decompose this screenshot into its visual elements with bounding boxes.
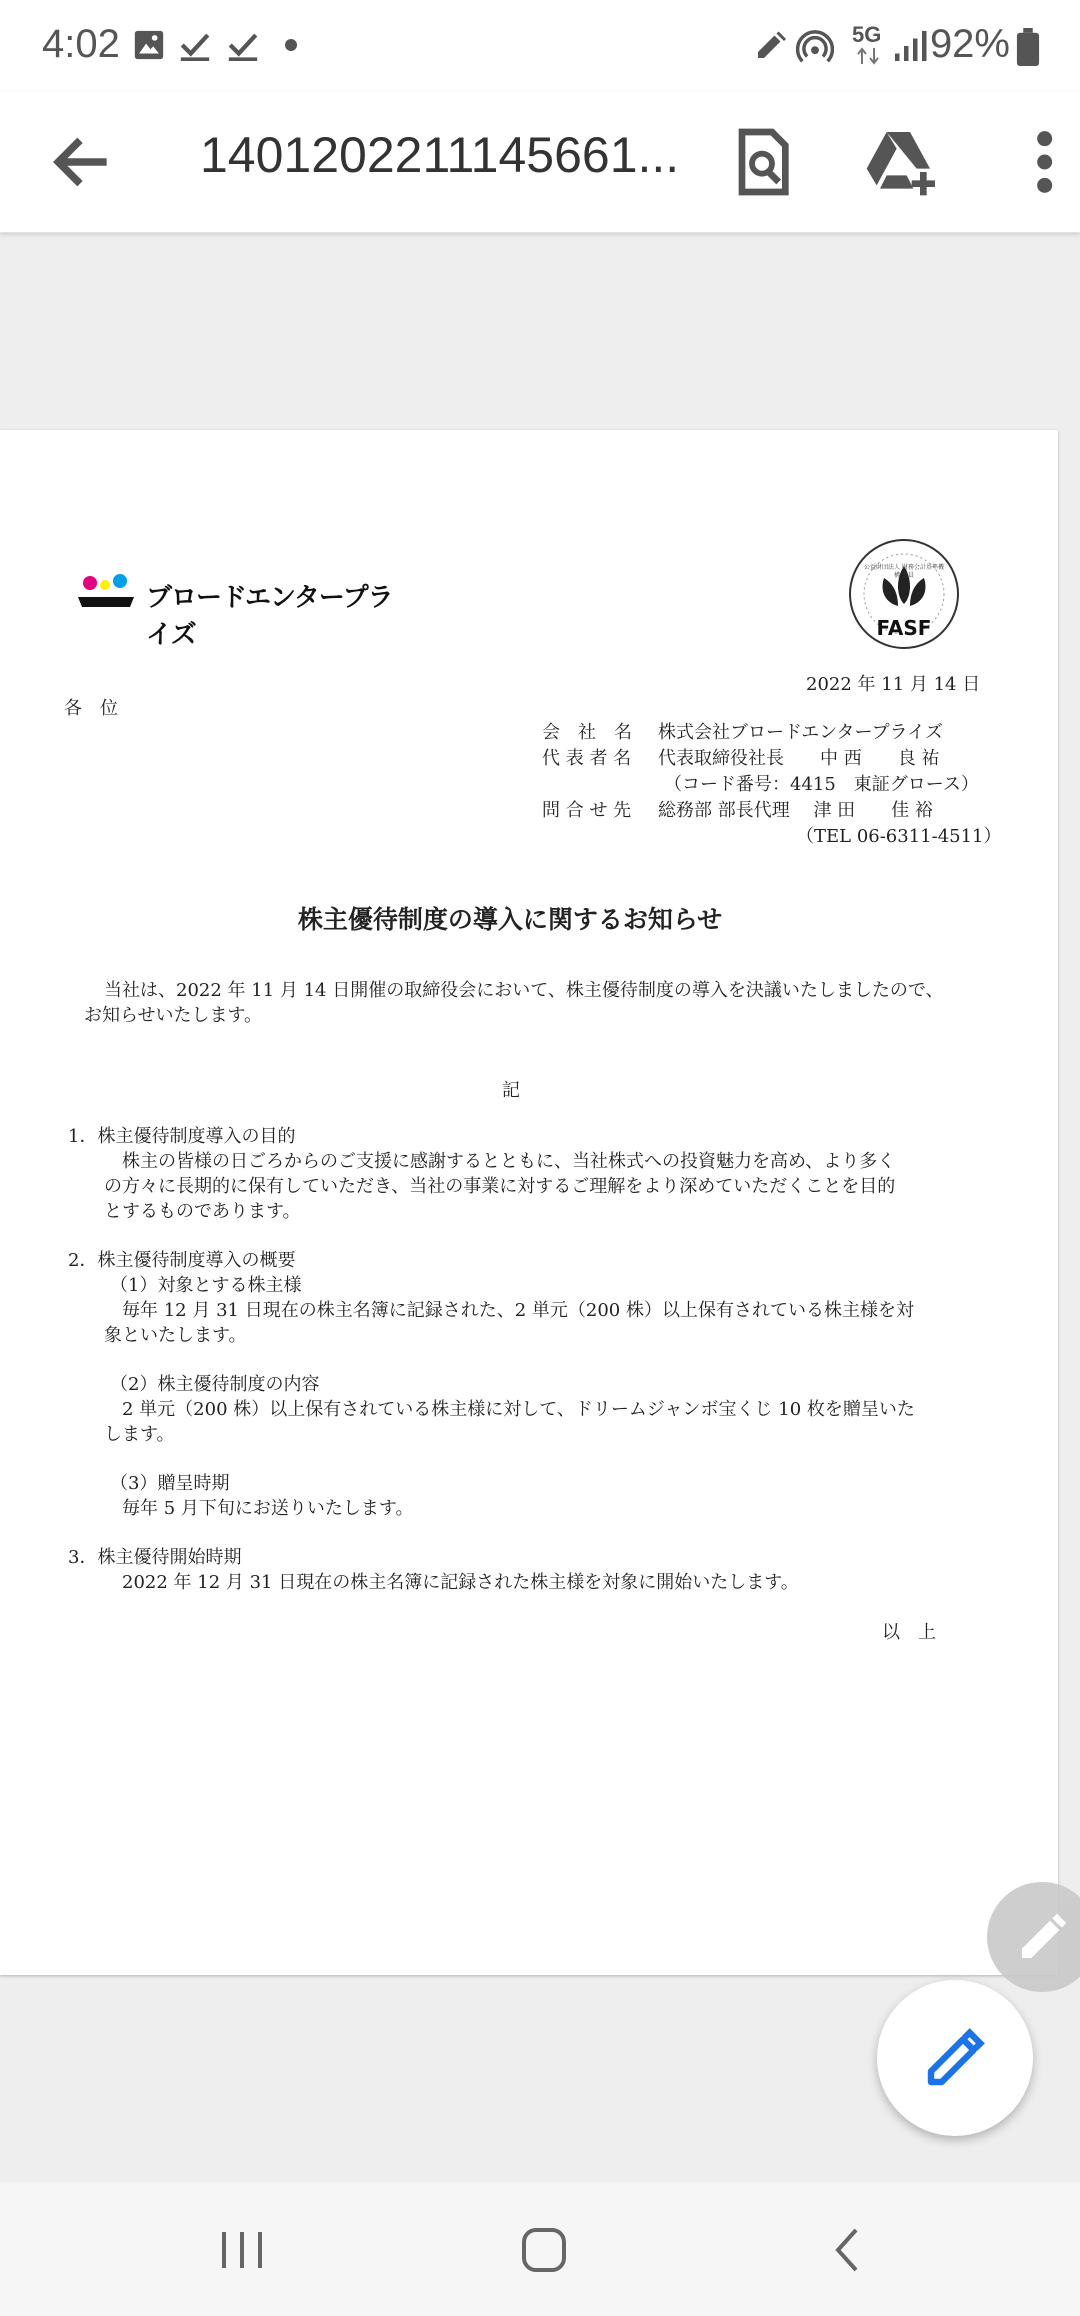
ki-heading: 記: [502, 1080, 520, 1101]
fasf-ring-text: 公益財団法人 財務会計基準機構 会員: [864, 564, 944, 579]
company-logo: [76, 573, 416, 650]
more-options-icon[interactable]: [978, 122, 1058, 202]
code-line: （コード番号：4415 東証グロース）: [664, 774, 979, 795]
signal-icon: [892, 28, 928, 64]
contact-label: 問 合 せ 先: [542, 800, 632, 821]
data-arrows-icon: [854, 46, 882, 66]
system-nav-bar: [0, 2182, 1080, 2316]
company-label: 会 社 名: [542, 722, 632, 743]
company-value: 株式会社ブロードエンタープライズ: [658, 722, 943, 743]
check-icon-2: [226, 28, 260, 62]
section-2-heading: 2．株主優待制度導入の概要: [68, 1250, 296, 1271]
intro-line-2: お知らせいたします。: [84, 1005, 263, 1026]
closing-ijou: 以 上: [882, 1622, 936, 1643]
check-icon: [178, 28, 212, 62]
edit-fab[interactable]: [877, 1980, 1033, 2136]
battery-icon: [1016, 28, 1040, 66]
section-2-1-line-2: 象といたします。: [104, 1325, 247, 1346]
section-1-line-3: とするものであります。: [104, 1201, 301, 1222]
doc-title: 株主優待制度の導入に関するお知らせ: [297, 905, 723, 934]
network-5g: 5G: [852, 22, 882, 47]
section-2-3-heading: （3）贈呈時期: [110, 1473, 230, 1494]
rep-value: 代表取締役社長 中 西 良 祐: [658, 748, 940, 769]
section-1-heading: 1．株主優待制度導入の目的: [68, 1126, 296, 1147]
document-page[interactable]: [0, 430, 1058, 1975]
contact-value: 総務部 部長代理 津 田 佳 裕: [658, 800, 933, 821]
section-3-heading: 3．株主優待開始時期: [68, 1547, 242, 1568]
recent-apps-icon[interactable]: [212, 2220, 272, 2280]
back-arrow-icon[interactable]: [40, 122, 120, 202]
section-2-3-line-1: 毎年 5 月下旬にお送りいたします。: [122, 1498, 414, 1519]
annotate-fab-secondary[interactable]: [987, 1882, 1080, 1992]
nfc-pen-icon: [752, 28, 788, 64]
section-2-2-heading: （2）株主優待制度の内容: [110, 1374, 320, 1395]
home-icon[interactable]: [514, 2220, 574, 2280]
pencil-icon: [1015, 1909, 1071, 1965]
section-1-line-2: の方々に長期的に保有していただき、当社の事業に対するご理解をより深めていただくことを目的: [104, 1176, 896, 1197]
battery-percent: 92%: [929, 22, 1010, 66]
section-2-2-line-1: 2 単元（200 株）以上保有されている株主様に対して、ドリームジャンボ宝くじ 10 枚を贈呈いた: [122, 1399, 915, 1420]
status-bar: [0, 0, 1080, 92]
file-title: 14012022111456​61...: [200, 127, 680, 183]
doc-addressee: 各 位: [64, 698, 118, 719]
section-2-1-heading: （1）対象とする株主様: [110, 1275, 302, 1296]
edit-pencil-icon: [923, 2026, 987, 2090]
doc-date: 2022 年 11 月 14 日: [806, 674, 981, 695]
section-1-line-1: 株主の皆様の日ごろからのご支援に感謝するとともに、当社株式への投資魅力を高め、より多く: [122, 1151, 896, 1172]
image-icon: [132, 28, 166, 62]
add-to-drive-icon[interactable]: [860, 122, 940, 202]
intro-line-1: 当社は、2022 年 11 月 14 日開催の取締役会において、株主優待制度の導入を決議いたしましたので、: [104, 980, 944, 1001]
find-in-document-icon[interactable]: [722, 122, 802, 202]
status-time: 4:02: [42, 22, 120, 66]
tel-line: （TEL 06-6311-4511）: [796, 826, 1002, 847]
app-toolbar: [0, 92, 1080, 233]
fasf-seal: [848, 538, 960, 650]
section-2-1-line-1: 毎年 12 月 31 日現在の株主名簿に記録された、2 単元（200 株）以上保有されている株主様を対: [122, 1300, 914, 1321]
fasf-label: FASF: [876, 616, 932, 640]
section-3-line-1: 2022 年 12 月 31 日現在の株主名簿に記録された株主様を対象に開始いたします。: [122, 1572, 799, 1593]
rep-label: 代 表 者 名: [542, 748, 632, 769]
back-nav-icon[interactable]: [818, 2220, 878, 2280]
hotspot-icon: [796, 28, 834, 66]
logo-wordmark: ブロードエンタープライズ: [146, 583, 393, 650]
dot-icon: [284, 38, 298, 52]
section-2-2-line-2: します。: [104, 1424, 175, 1445]
logo-mark-icon: [76, 573, 136, 613]
